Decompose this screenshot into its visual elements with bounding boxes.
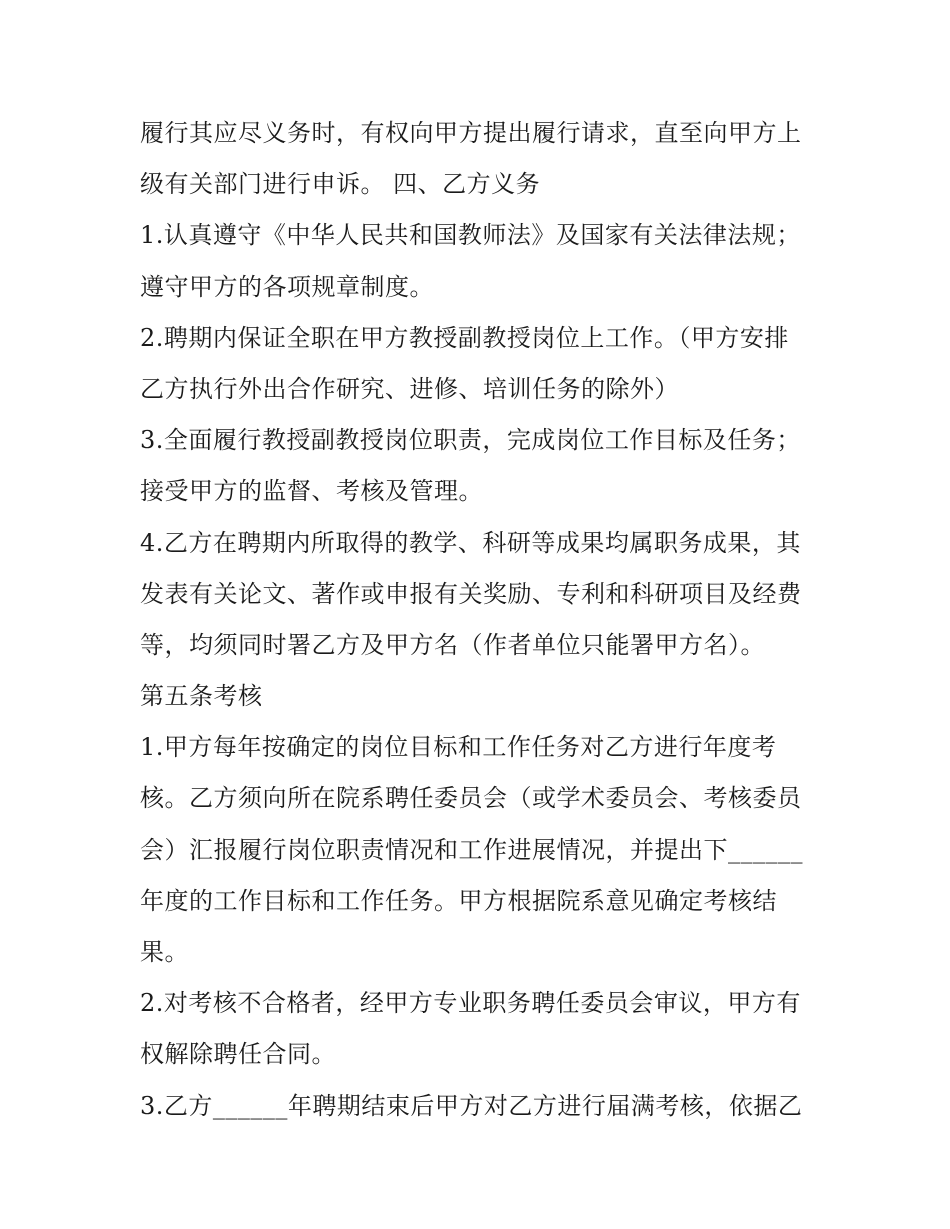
text-line: 2.对考核不合格者，经甲方专业职务聘任委员会审议，甲方有 [140, 989, 801, 1018]
text-line: 会）汇报履行岗位职责情况和工作进展情况，并提出下______ [140, 835, 803, 864]
text-line: 1.认真遵守《中华人民共和国教师法》及国家有关法律法规； [140, 221, 801, 250]
text-line: 2.聘期内保证全职在甲方教授副教授岗位上工作。（甲方安排 [140, 323, 789, 352]
text-line: 级有关部门进行申诉。 四、乙方义务 [140, 170, 541, 199]
text-line: 权解除聘任合同。 [140, 1040, 336, 1069]
text-line: 果。 [140, 938, 189, 966]
contract-body-text [140, 108, 820, 1132]
text-line: 核。乙方须向所在院系聘任委员会（或学术委员会、考核委员 [140, 784, 802, 813]
text-line: 4.乙方在聘期内所取得的教学、科研等成果均属职务成果，其 [140, 528, 801, 557]
text-line: 3.全面履行教授副教授岗位职责，完成岗位工作目标及任务； [140, 426, 801, 455]
text-line: 接受甲方的监督、考核及管理。 [140, 477, 483, 506]
text-line: 3.乙方______年聘期结束后甲方对乙方进行届满考核，依据乙 [140, 1091, 803, 1120]
text-line: 年度的工作目标和工作任务。甲方根据院系意见确定考核结 [140, 886, 777, 915]
text-line: 乙方执行外出合作研究、进修、培训任务的除外） [140, 374, 679, 403]
text-line: 履行其应尽义务时，有权向甲方提出履行请求，直至向甲方上 [140, 119, 802, 147]
text-line: 1.甲方每年按确定的岗位目标和工作任务对乙方进行年度考 [140, 733, 777, 762]
section-heading: 第五条考核 [140, 682, 263, 711]
text-line: 等，均须同时署乙方及甲方名（作者单位只能署甲方名）。 [140, 630, 765, 659]
text-line: 发表有关论文、著作或申报有关奖励、专利和科研项目及经费 [140, 579, 802, 608]
text-line: 遵守甲方的各项规章制度。 [140, 272, 434, 301]
